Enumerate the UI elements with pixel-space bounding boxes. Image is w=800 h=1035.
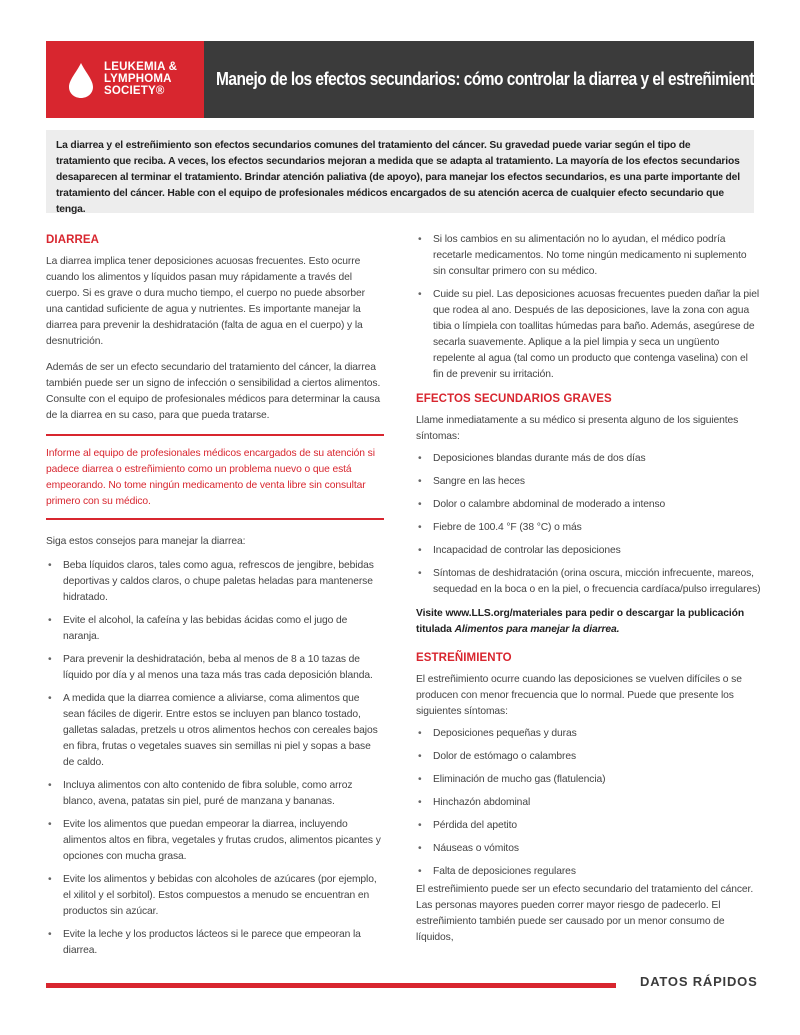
list-item: • Hinchazón abdominal — [416, 795, 761, 811]
list-item: • Dolor de estómago o calambres — [416, 749, 761, 765]
left-column — [46, 232, 384, 966]
blood-drop-icon — [66, 61, 96, 99]
list-item: • Sangre en las heces — [416, 474, 761, 490]
list-item: • Incapacidad de controlar las deposiciones — [416, 543, 761, 559]
list-item: • Pérdida del apetito — [416, 818, 761, 834]
tips-intro: Siga estos consejos para manejar la diarrea: — [46, 536, 246, 547]
list-item: • A medida que la diarrea comience a aliviarse, coma alimentos que sean fáciles de digerir. Entre estos se incluyen pan blanco tostado, galletas saladas, pretzels u otros alimentos hechos con cereales bajos en fibra, frutas o vegetales suaves sin semillas ni piel y sopas a base de caldo. — [46, 691, 384, 771]
warning-callout: Informe al equipo de profesionales médicos encargados de su atención si padece diarrea o estreñimiento como un problema nuevo o que está empeorando. No tome ningún medicamento de venta libre sin consultar primero con su médico. — [46, 434, 384, 520]
tips-list — [46, 558, 384, 959]
list-item: • Dolor o calambre abdominal de moderado a intenso — [416, 497, 761, 513]
resource-note-text: Visite www.LLS.org/materiales para pedir o descargar la publicación titulada — [416, 608, 745, 635]
list-item: • Deposiciones blandas durante más de dos días — [416, 451, 761, 467]
lls-logo — [46, 41, 204, 118]
intro-box: La diarrea y el estreñimiento son efectos secundarios comunes del tratamiento del cáncer. Su gravedad puede variar según el tipo de tratamiento que reciba. A veces, los efectos secundarios mejoran a medida que se adapta al tratamiento. La mayoría de los efectos secundarios desaparecen al terminar el tratamiento. Brindar atención paliativa (de apoyo), para manejar los efectos secundarios, es una parte importante del tratamiento del cáncer. Hable con el equipo de profesionales médicos encargados de su atención acerca de cualquier efecto secundario que tenga. — [46, 130, 754, 213]
list-item: • Cuide su piel. Las deposiciones acuosas frecuentes pueden dañar la piel que rodea al ano. Después de las deposiciones, lave la zona con agua tibia o límpiela con toallitas húmedas para baño. Además, asegúrese de secarla suavemente. Aplique a la piel limpia y seca un ungüento repelente al agua (tal como un producto que contenga vaselina) con el fin de prevenir su irritación. — [416, 287, 761, 383]
list-item: • Incluya alimentos con alto contenido de fibra soluble, como arroz blanco, avena, patatas sin piel, puré de manzana y bananas. — [46, 778, 384, 810]
paragraph: Además de ser un efecto secundario del tratamiento del cáncer, la diarrea también puede ser un signo de infección o sensibilidad a ciertos alimentos. Consulte con el equipo de profesionales médicos para determinar la causa de la diarrea en su caso, para que pueda tratarse. — [46, 362, 381, 421]
footer-label: DATOS RÁPIDOS — [640, 974, 758, 989]
right-column — [416, 232, 761, 956]
list-item: • Falta de deposiciones regulares — [416, 864, 761, 880]
list-item: • Evite los alimentos que puedan empeorar la diarrea, incluyendo alimentos altos en fibra, vegetales y frutas crudos, alimentos picantes y opciones con mucha grasa. — [46, 817, 384, 865]
symptoms-list — [416, 451, 761, 598]
list-item: • Evite los alimentos y bebidas con alcoholes de azúcares (por ejemplo, el xilitol y el sorbitol). Estos compuestos a menudo se encuentran en productos sin azúcar. — [46, 872, 384, 920]
paragraph: Llame inmediatamente a su médico si presenta alguno de los siguientes síntomas: — [416, 415, 739, 442]
section-title-diarrea: DIARREA — [46, 234, 100, 246]
list-item: • Náuseas o vómitos — [416, 841, 761, 857]
list-item: • Eliminación de mucho gas (flatulencia) — [416, 772, 761, 788]
page-title: Manejo de los efectos secundarios: cómo controlar la diarrea y el estreñimiento — [216, 69, 763, 89]
resource-note — [416, 606, 761, 638]
list-item: • Si los cambios en su alimentación no lo ayudan, el médico podría recetarle medicamentos. No tome ningún medicamento ni suplemento sin consultar primero con su médico. — [416, 232, 761, 280]
publication-title: Alimentos para manejar la diarrea. — [454, 624, 620, 635]
list-item: • Síntomas de deshidratación (orina oscura, micción infrecuente, mareos, sequedad en la boca o en la piel, o frecuencia cardíaca/pulso irregulares) — [416, 566, 761, 598]
paragraph: El estreñimiento puede ser un efecto secundario del tratamiento del cáncer. Las personas mayores pueden correr mayor riesgo de padecerlo. El estreñimiento también puede ser causado por un menor consumo de líquidos, — [416, 884, 754, 943]
section-title-estrenimiento: ESTREÑIMIENTO — [416, 652, 512, 664]
list-item: • Para prevenir la deshidratación, beba al menos de 8 a 10 tazas de líquido por día y al menos una taza más tras cada deposición blanda. — [46, 652, 384, 684]
logo-text: LEUKEMIA & LYMPHOMA SOCIETY® — [104, 61, 178, 97]
section-title-graves: EFECTOS SECUNDARIOS GRAVES — [416, 393, 612, 405]
header-banner — [46, 41, 763, 118]
constipation-symptoms-list — [416, 726, 761, 880]
footer-rule — [46, 983, 616, 988]
paragraph: El estreñimiento ocurre cuando las deposiciones se vuelven difíciles o se producen con menor frecuencia que lo normal. Puede que presente los siguientes síntomas: — [416, 674, 742, 717]
list-item: • Fiebre de 100.4 °F (38 °C) o más — [416, 520, 761, 536]
list-item: • Evite el alcohol, la cafeína y las bebidas ácidas como el jugo de naranja. — [46, 613, 384, 645]
list-item: • Beba líquidos claros, tales como agua, refrescos de jengibre, bebidas deportivas y caldos claros, o chupe paletas heladas para mantenerse hidratado. — [46, 558, 384, 606]
paragraph: La diarrea implica tener deposiciones acuosas frecuentes. Esto ocurre cuando los alimentos y líquidos pasan muy rápidamente a través del cuerpo. Si es grave o dura mucho tiempo, el cuerpo no puede absorber una cantidad suficiente de agua y nutrientes. Es importante manejar la diarrea para prevenir la deshidratación (falta de agua en el cuerpo) y la desnutrición. — [46, 256, 365, 347]
list-item: • Deposiciones pequeñas y duras — [416, 726, 761, 742]
list-item: • Evite la leche y los productos lácteos si le parece que empeoran la diarrea. — [46, 927, 384, 959]
tips-list-continued — [416, 232, 761, 383]
